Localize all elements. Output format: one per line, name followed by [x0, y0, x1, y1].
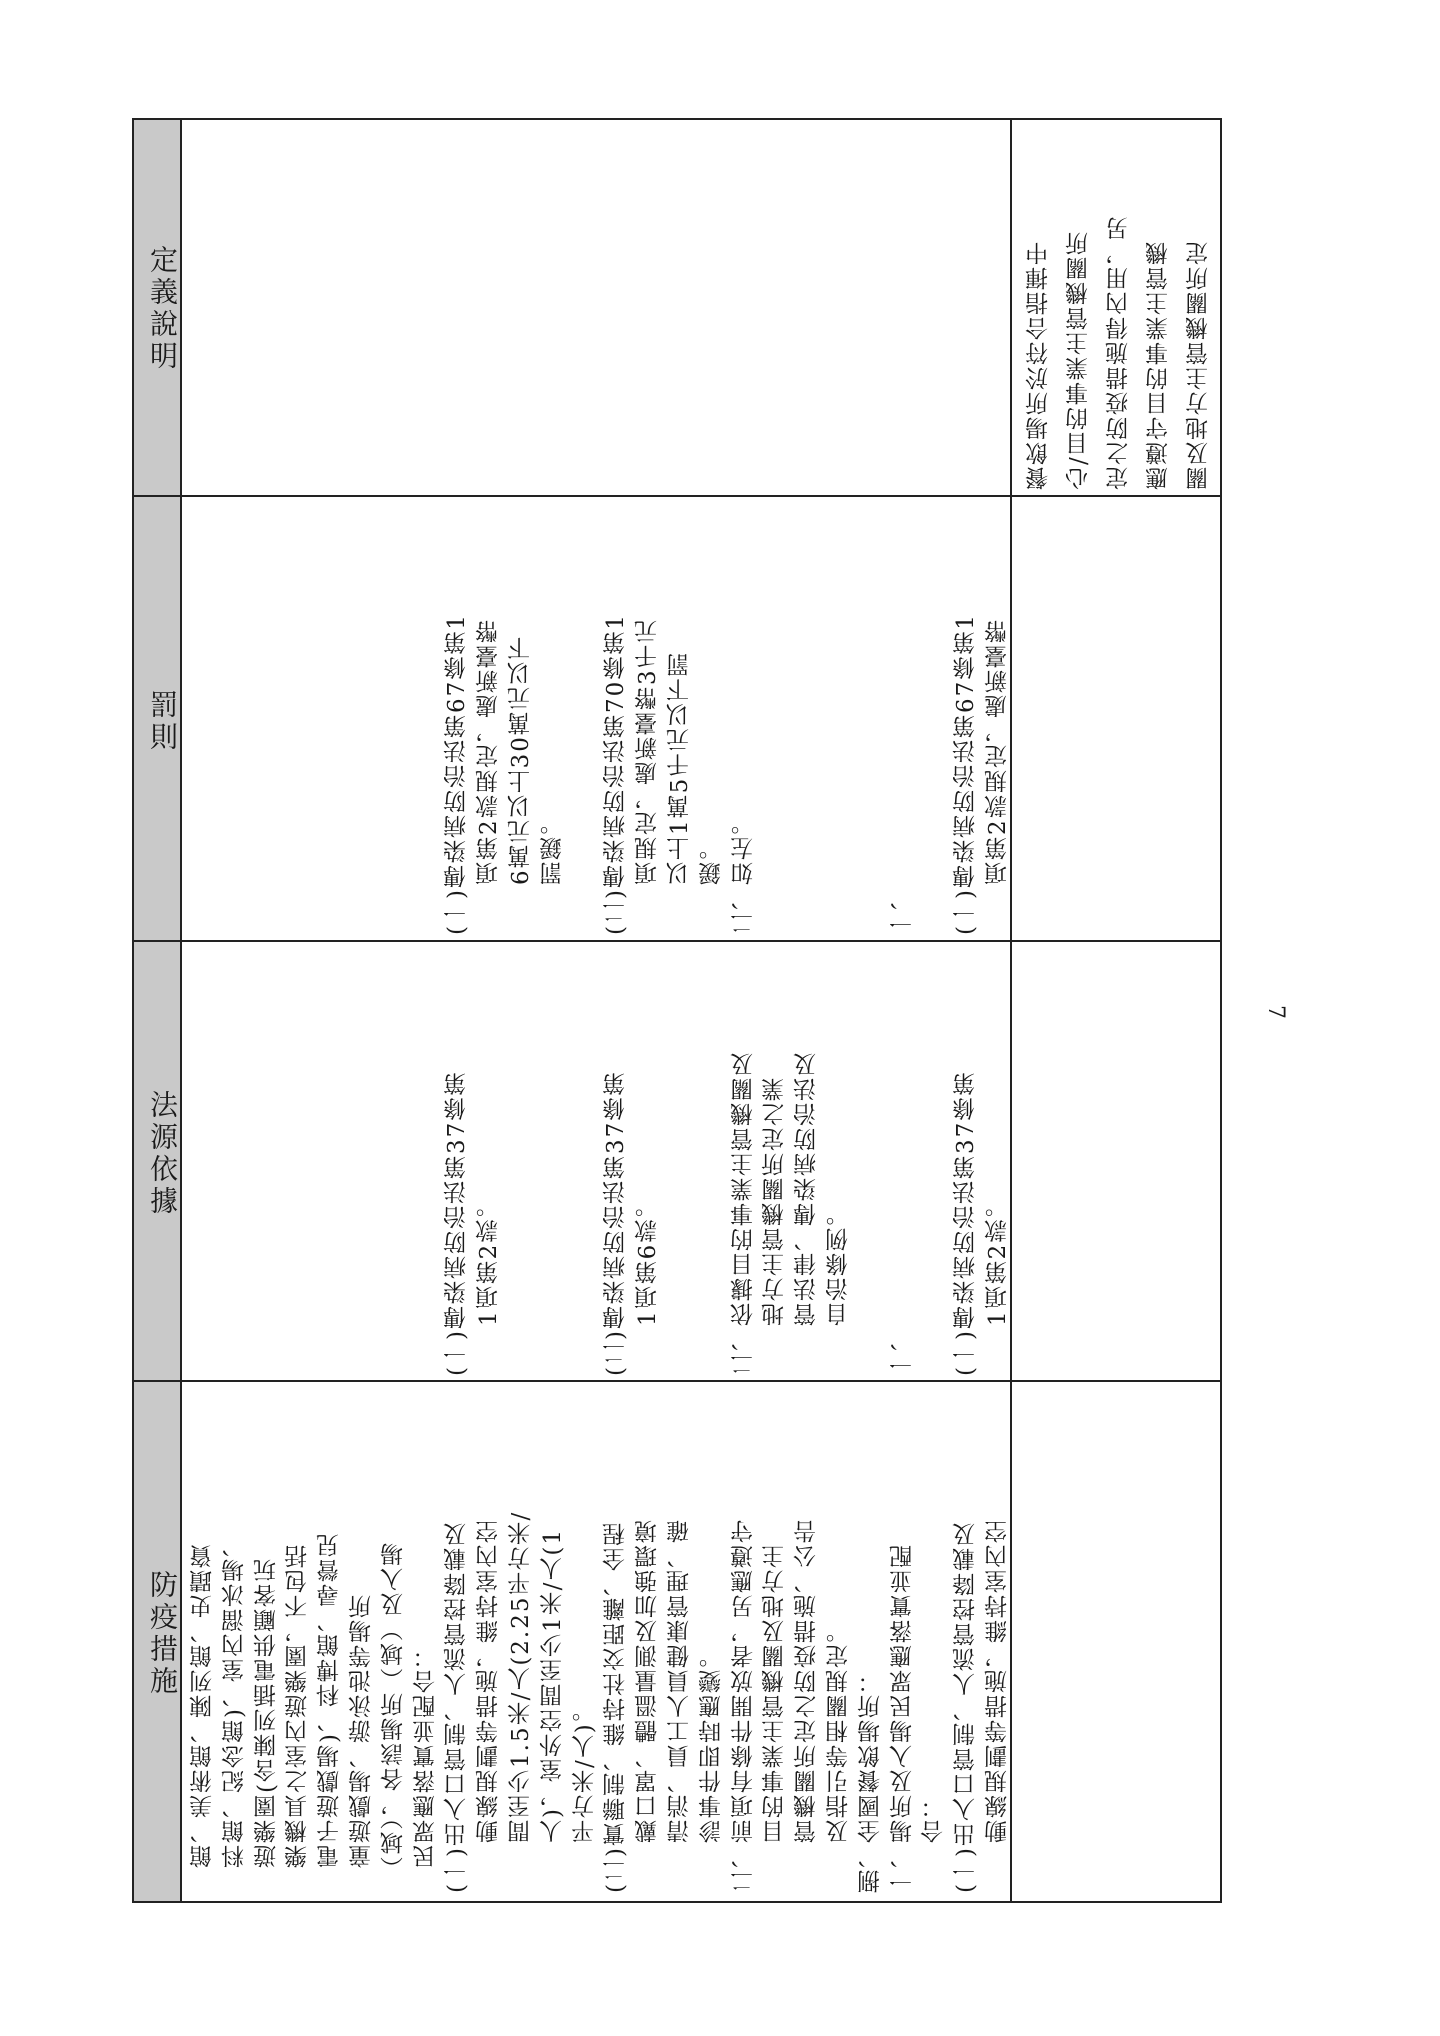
penalty_lines-line: 項第2款規定，處新臺幣 [476, 618, 503, 935]
definition-line: 心/目的事業主管機關所 [1066, 230, 1092, 490]
penalty_lines-line: 項規定，處新臺幣3千元 [635, 618, 662, 935]
penalty_lines-line: 鍰。 [698, 835, 725, 935]
measures_lines-line: 二、前項有條件開放者，另應遵守 [730, 1518, 757, 1893]
column-divider-2 [132, 940, 1222, 942]
measures_lines-line: 遊樂園(含陳列插電供顧客玩 [253, 1557, 280, 1893]
measures_lines-line: 一、場所及入場民眾應落實並配 [889, 1543, 916, 1893]
penalty_lines-line: 項第2款規定，處新臺幣 [985, 618, 1011, 935]
penalty_lines-line: 一、 [889, 885, 916, 935]
measures_lines-line: 戴口罩、體溫量測及加強環境 [635, 1518, 662, 1893]
measures_lines-line: 管機關所定之防疫措施、公告 [794, 1518, 821, 1893]
measures_lines-line: 捌、全國餐飲場所： [857, 1668, 884, 1893]
legal_lines-line: 地方主管機關所定之業 [762, 1076, 789, 1376]
page-number: 7 [1263, 1005, 1288, 1019]
definition-line: 應遵守目的事業主管機 [1146, 240, 1172, 490]
penalty_lines-line: (一)傳染病防治法第67條第1 [953, 613, 980, 935]
column-divider-1 [132, 495, 1222, 497]
measures_lines-line: 樂機具之室內遊樂園，不包括 [285, 1543, 312, 1893]
penalty_lines-line: 以上1萬5千元以下罰 [667, 651, 693, 935]
measures_lines-line: 館、美術館、陳列館、史蹟資 [190, 1543, 216, 1893]
legal_lines-line: 1項第2款。 [476, 1192, 503, 1376]
legal_lines-line: (一)傳染病防治法第37條第 [444, 1070, 471, 1376]
measures_lines-line: (二)實聯制、維持社交距離、全程 [603, 1521, 630, 1893]
header-legal-basis: 法源依據 [146, 1090, 179, 1218]
measures_lines-line: 平方米/人)。 [571, 1697, 598, 1893]
measures_lines-line: 人)，室外空間至少1米/人(1 [539, 1528, 566, 1893]
legal_lines-line: 1項第6款。 [635, 1192, 662, 1376]
definition-line: 餐飲場所於符合指揮中 [1026, 240, 1052, 490]
measures_lines-line: (一)出入口管制、人流管控降載及 [953, 1521, 980, 1893]
header-penalty: 罰則 [146, 690, 179, 754]
penalty_lines-line: 罰鍰。 [539, 810, 566, 935]
header-measures: 防疫措施 [146, 1570, 179, 1698]
measures_lines-line: 診事件即時應變。 [698, 1643, 725, 1893]
measures_lines-line: (一)出入口管制、人流管控降載及 [444, 1521, 471, 1893]
measures_lines-line: 動線規劃等措施，維持室內空 [985, 1518, 1011, 1893]
definition-line: 關及地方主管機關所定 [1186, 240, 1212, 490]
measures_lines-line: 動線規劃等措施，維持室內空 [476, 1518, 503, 1893]
legal_lines-line: 二、依據目的事業主管機關及 [730, 1051, 757, 1376]
measures_lines-line: 電子遊戲場)、科博館、尋營兒 [317, 1532, 344, 1893]
measures_lines-line: 清消、員工人員健康管理、確 [667, 1518, 693, 1893]
measures_lines-line: （域），各該場所（域）及入場 [380, 1541, 407, 1893]
column-divider-3 [132, 1380, 1222, 1382]
penalty_lines-line: 二、如左。 [730, 810, 757, 935]
legal_lines-line: (一)傳染病防治法第37條第 [953, 1070, 980, 1376]
measures_lines-line: 目的事業主管機關及地方主 [762, 1543, 789, 1893]
legal_lines-line: 自治條例。 [826, 1201, 852, 1376]
header-definition: 定義說明 [146, 245, 179, 373]
legal_lines-line: 管法律、傳染病防治法及 [794, 1051, 821, 1376]
penalty_lines-line: (二)傳染病防治法第70條第1 [603, 613, 630, 935]
legal_lines-line: (二)傳染病防治法第37條第 [603, 1070, 630, 1376]
measures_lines-line: 及指引等相關規定。 [826, 1618, 852, 1893]
definition-line: 定之防疫措施得內用，另 [1106, 215, 1132, 490]
measures_lines-line: 民眾應落實並配合： [412, 1643, 439, 1893]
measures_lines-line: 間至少1.5米/人(2.25平方米/ [508, 1510, 534, 1893]
legal_lines-line: 一、 [889, 1326, 916, 1376]
measures_lines-line: 料館、紀念館)、室內溜冰場、 [221, 1532, 248, 1893]
measures_lines-line: 童遊戲場、游泳池等場所 [349, 1593, 375, 1893]
measures_lines-line: 合： [921, 1793, 948, 1893]
penalty_lines-line: 6萬元以上30萬元以下 [508, 635, 534, 935]
legal_lines-line: 1項第2款。 [985, 1192, 1011, 1376]
penalty_lines-line: (一)傳染病防治法第67條第1 [444, 613, 471, 935]
